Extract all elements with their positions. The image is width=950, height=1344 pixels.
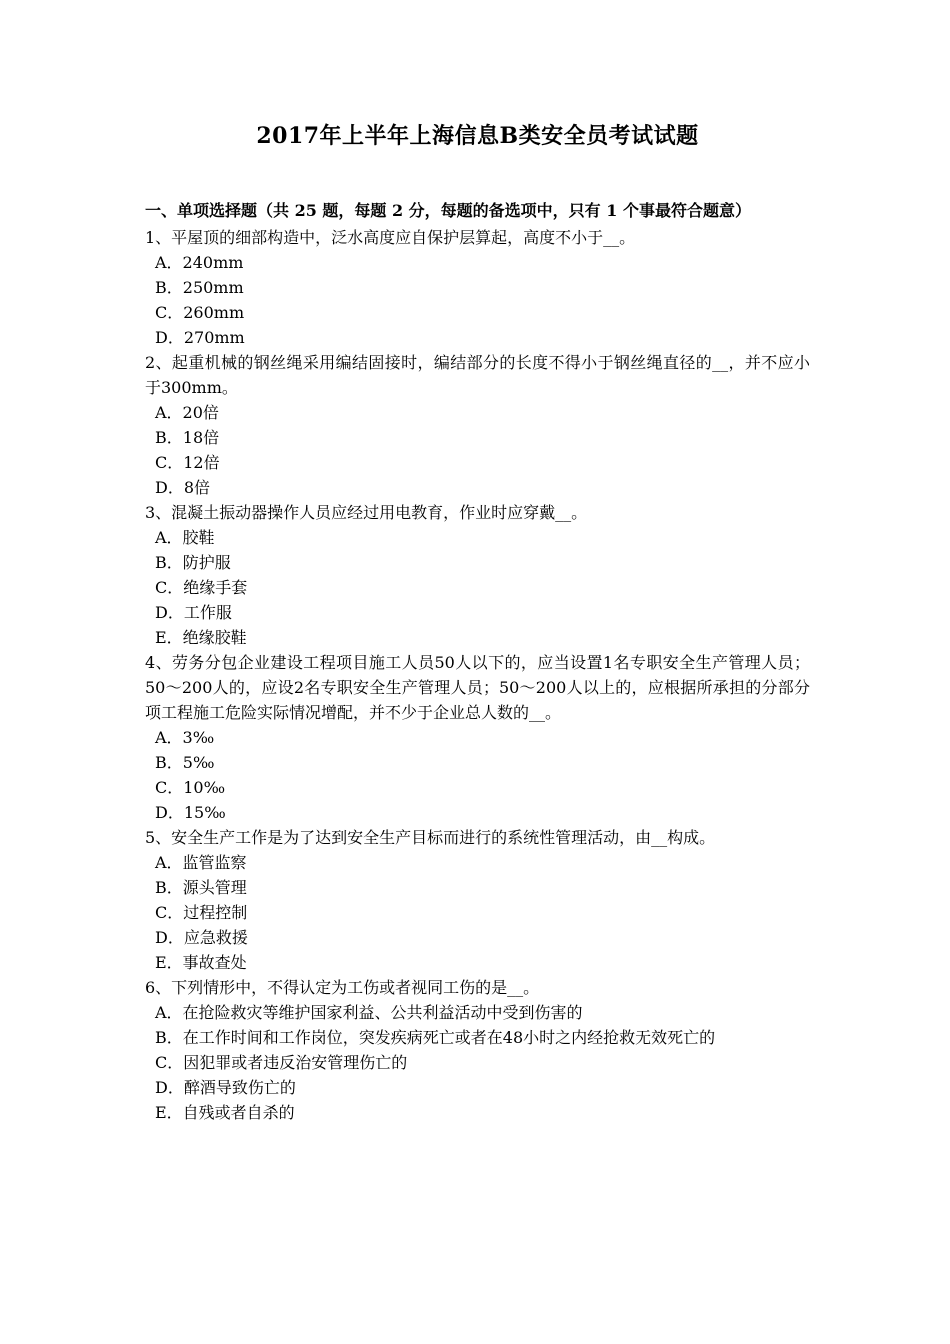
question-stem: 1、平屋顶的细部构造中，泛水高度应自保护层算起，高度不小于__。 (145, 228, 636, 247)
option-a: A．240mm (155, 253, 244, 272)
option-a: A．在抢险救灾等维护国家利益、公共利益活动中受到伤害的 (155, 1003, 583, 1022)
option-b: B．250mm (155, 278, 244, 297)
question-4 (145, 650, 810, 825)
option-c: C．过程控制 (155, 903, 248, 922)
section-heading: 一、单项选择题（共 25 题，每题 2 分，每题的备选项中，只有 1 个事最符合题意） (145, 201, 751, 220)
option-c: C．绝缘手套 (155, 578, 248, 597)
option-c: C．12倍 (155, 453, 220, 472)
option-e: E．事故查处 (155, 953, 247, 972)
option-a: A．3‰ (155, 728, 215, 747)
option-a: A．胶鞋 (155, 528, 215, 547)
document-title: 2017年上半年上海信息B类安全员考试试题 (256, 123, 699, 149)
question-6 (145, 975, 810, 1125)
question-2 (145, 350, 810, 500)
question-1 (145, 225, 810, 350)
option-d: D．工作服 (155, 603, 232, 622)
option-d: D．15‰ (155, 803, 226, 822)
option-c: C．260mm (155, 303, 245, 322)
question-3 (145, 500, 810, 650)
option-e: E．自残或者自杀的 (155, 1103, 295, 1122)
option-c: C．因犯罪或者违反治安管理伤亡的 (155, 1053, 408, 1072)
option-e: E．绝缘胶鞋 (155, 628, 247, 647)
option-d: D．8倍 (155, 478, 211, 497)
option-d: D．醉酒导致伤亡的 (155, 1078, 296, 1097)
question-stem: 6、下列情形中，不得认定为工伤或者视同工伤的是__。 (145, 978, 540, 997)
question-stem: 4、劳务分包企业建设工程项目施工人员50人以下的，应当设置1名专职安全生产管理人员；50～200人的，应设2名专职安全生产管理人员；50～200人以上的，应根据所承担的分部分项工程施工危险实际情况增配，并不少于企业总人数的__。 (145, 653, 810, 722)
option-b: B．在工作时间和工作岗位，突发疾病死亡或者在48小时之内经抢救无效死亡的 (155, 1028, 716, 1047)
question-stem: 3、混凝土振动器操作人员应经过用电教育，作业时应穿戴__。 (145, 503, 588, 522)
question-5 (145, 825, 810, 975)
question-stem: 2、起重机械的钢丝绳采用编结固接时，编结部分的长度不得小于钢丝绳直径的__，并不应小于300mm。 (145, 353, 810, 397)
option-b: B．5‰ (155, 753, 215, 772)
option-d: D．应急救援 (155, 928, 248, 947)
option-b: B．源头管理 (155, 878, 247, 897)
option-d: D．270mm (155, 328, 245, 347)
option-a: A．监管监察 (155, 853, 247, 872)
option-b: B．18倍 (155, 428, 220, 447)
question-stem: 5、安全生产工作是为了达到安全生产目标而进行的系统性管理活动，由__构成。 (145, 828, 716, 847)
document-content (145, 199, 810, 1125)
option-a: A．20倍 (155, 403, 219, 422)
option-b: B．防护服 (155, 553, 231, 572)
option-c: C．10‰ (155, 778, 226, 797)
